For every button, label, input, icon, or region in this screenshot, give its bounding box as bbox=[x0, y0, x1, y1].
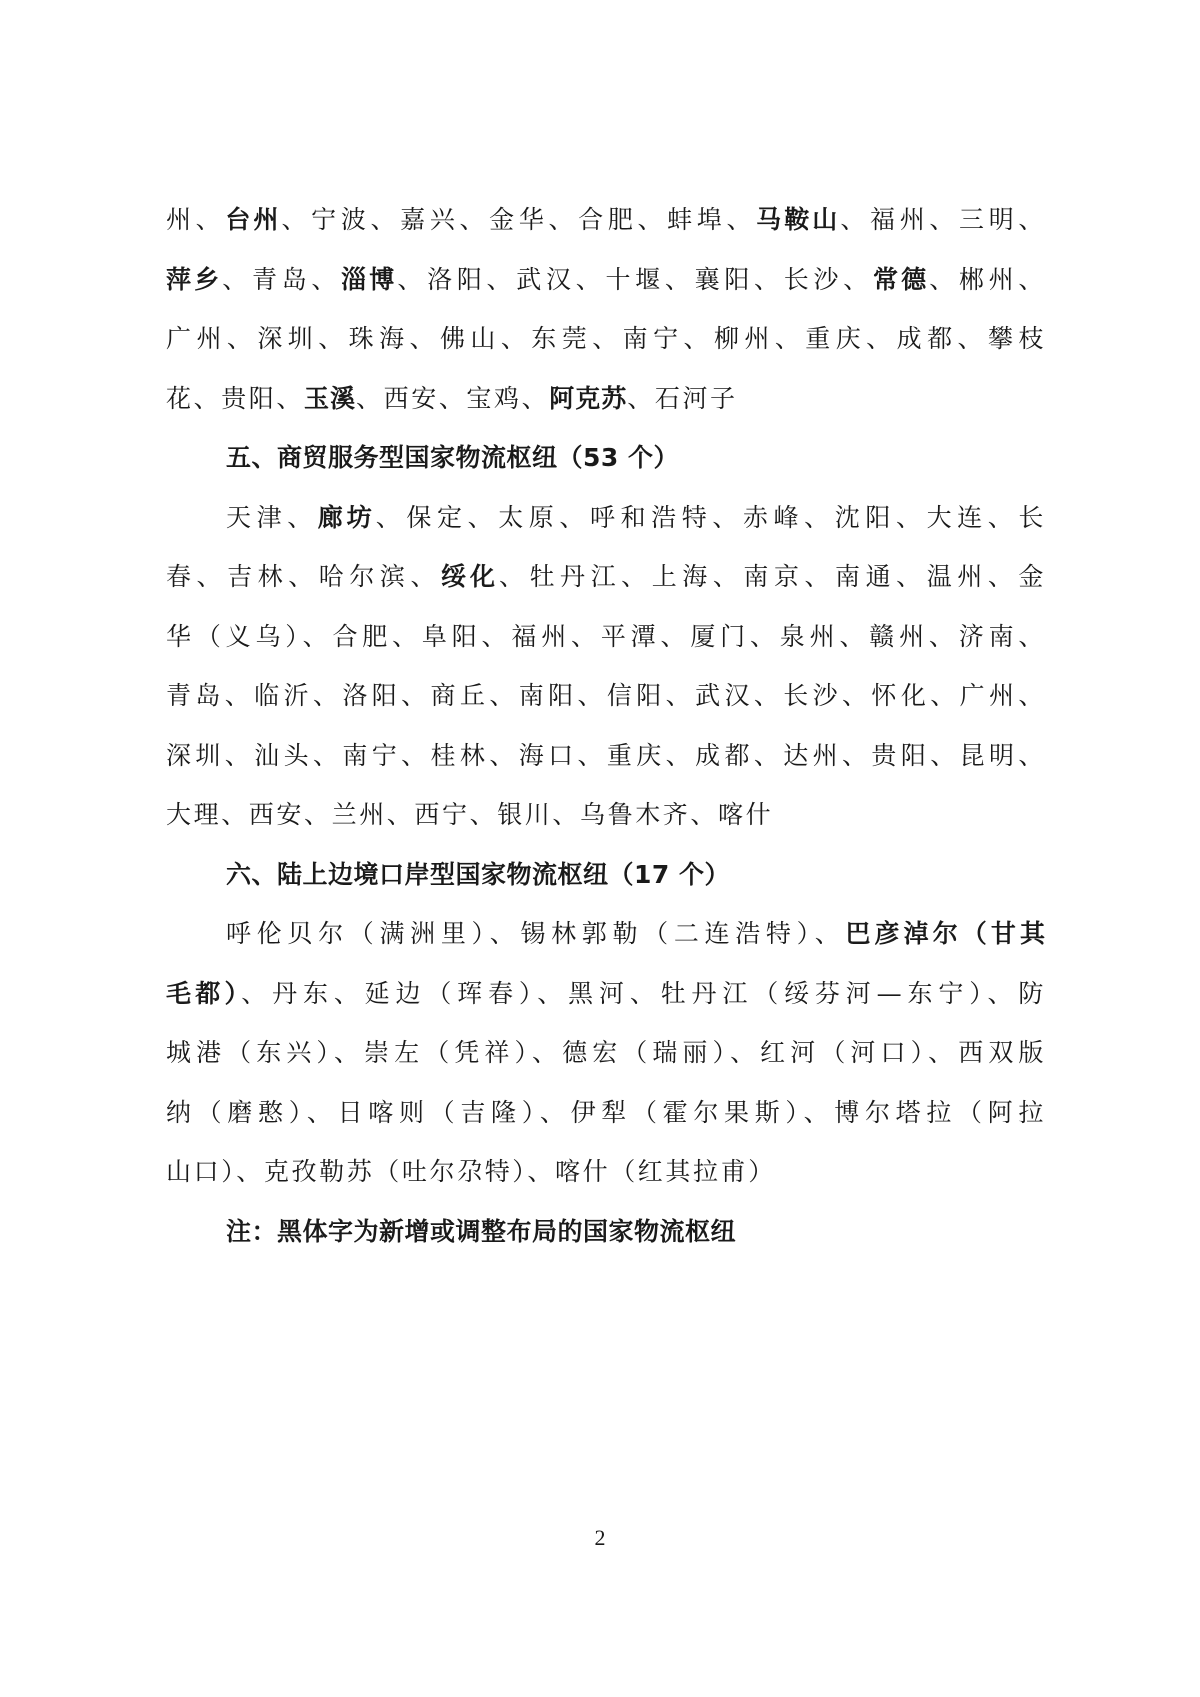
text-segment: 、西安、宝鸡、 bbox=[356, 383, 550, 413]
bold-hub-name: 马鞍山 bbox=[756, 205, 841, 234]
text-segment: 、保定、太原、呼和浩特、赤峰、沈阳、大连、长 bbox=[375, 502, 1046, 532]
text-segment: 、牡丹江、上海、南京、南通、温州、金 bbox=[498, 562, 1046, 591]
text-segment: 、丹东、延边（珲春）、黑河、牡丹江（绥芬河—东宁）、防 bbox=[241, 978, 1046, 1008]
bold-hub-name: 台州 bbox=[225, 205, 282, 234]
text-segment: 、郴州、 bbox=[929, 264, 1046, 294]
text-segment: 天津、 bbox=[226, 502, 318, 532]
section5-list bbox=[166, 488, 1046, 845]
text-segment: 城港（东兴）、崇左（凭祥）、德宏（瑞丽）、红河（河口）、西双版 bbox=[166, 1038, 1046, 1067]
text-line bbox=[166, 547, 1046, 607]
text-line bbox=[166, 607, 1046, 667]
text-line bbox=[166, 964, 1046, 1024]
text-line bbox=[166, 1023, 1046, 1083]
bold-hub-name: 毛都） bbox=[166, 978, 242, 1008]
bold-hub-name: 萍乡 bbox=[166, 264, 223, 294]
bold-hub-name: 廊坊 bbox=[317, 502, 376, 532]
text-segment: 呼伦贝尔（满洲里）、锡林郭勒（二连浩特）、 bbox=[226, 919, 846, 948]
text-line bbox=[166, 666, 1046, 726]
text-line bbox=[166, 488, 1046, 548]
text-line bbox=[166, 1142, 1046, 1202]
text-segment: 大理、西安、兰州、西宁、银川、乌鲁木齐、喀什 bbox=[166, 800, 774, 829]
bold-hub-name: 常德 bbox=[872, 264, 930, 294]
note: 注：黑体字为新增或调整布局的国家物流枢纽 bbox=[226, 1216, 737, 1246]
text-line bbox=[166, 250, 1046, 310]
text-segment: 花、贵阳、 bbox=[166, 383, 305, 413]
text-segment: 、青岛、 bbox=[222, 264, 342, 294]
text-segment: 、福州、三明、 bbox=[840, 205, 1046, 234]
bold-hub-name: 淄博 bbox=[341, 264, 398, 294]
text-line bbox=[166, 1083, 1046, 1143]
text-line bbox=[166, 369, 1046, 429]
bold-hub-name: 巴彦淖尔（甘其 bbox=[845, 919, 1046, 948]
text-segment: 州、 bbox=[166, 205, 226, 234]
section4-continuation bbox=[166, 190, 1046, 428]
text-segment: 山口）、克孜勒苏（吐尔尕特）、喀什（红其拉甫） bbox=[166, 1157, 776, 1186]
text-segment: 青岛、临沂、洛阳、商丘、南阳、信阳、武汉、长沙、怀化、广州、 bbox=[166, 681, 1046, 710]
text-line bbox=[166, 785, 1046, 845]
document-body bbox=[166, 190, 1046, 1261]
bold-hub-name: 阿克苏 bbox=[549, 383, 628, 413]
text-segment: 、洛阳、武汉、十堰、襄阳、长沙、 bbox=[397, 264, 873, 294]
text-line bbox=[166, 726, 1046, 786]
text-segment: 深圳、汕头、南宁、桂林、海口、重庆、成都、达州、贵阳、昆明、 bbox=[166, 740, 1046, 770]
text-line bbox=[166, 309, 1046, 369]
section6-heading: 六、陆上边境口岸型国家物流枢纽（17 个） bbox=[226, 859, 730, 889]
bold-hub-name: 玉溪 bbox=[304, 383, 357, 413]
section5-heading: 五、商贸服务型国家物流枢纽（53 个） bbox=[226, 443, 679, 472]
bold-hub-name: 绥化 bbox=[441, 562, 499, 591]
text-segment: 、宁波、嘉兴、金华、合肥、蚌埠、 bbox=[281, 205, 757, 234]
text-line bbox=[166, 904, 1046, 964]
text-segment: 、石河子 bbox=[627, 383, 738, 413]
text-segment: 纳（磨憨）、日喀则（吉隆）、伊犁（霍尔果斯）、博尔塔拉（阿拉 bbox=[166, 1097, 1046, 1127]
section6-list bbox=[166, 904, 1046, 1202]
text-line bbox=[166, 190, 1046, 250]
text-segment: 春、吉林、哈尔滨、 bbox=[166, 562, 442, 591]
page-number: 2 bbox=[594, 1525, 606, 1550]
text-segment: 广州、深圳、珠海、佛山、东莞、南宁、柳州、重庆、成都、攀枝 bbox=[166, 324, 1046, 353]
text-segment: 华（义乌）、合肥、阜阳、福州、平潭、厦门、泉州、赣州、济南、 bbox=[166, 621, 1046, 651]
